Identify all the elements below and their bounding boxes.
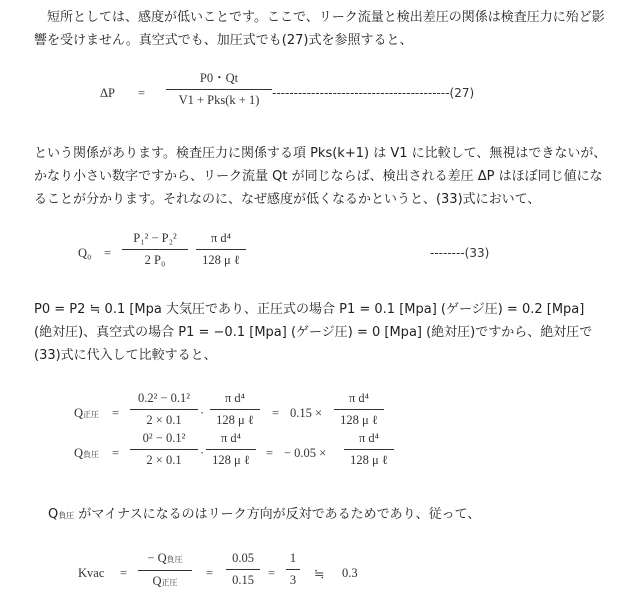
eqneg-lhs bbox=[74, 446, 99, 461]
kvac-numerator-3: 1 bbox=[289, 551, 297, 565]
eq27-reference: -----------------------------------------(27) bbox=[272, 86, 475, 100]
eq33-numerator-2: π d⁴ bbox=[210, 231, 232, 245]
kvac-denominator-3: 3 bbox=[289, 573, 297, 587]
fraction-bar bbox=[334, 409, 384, 410]
kvac-num-symbol: − Q bbox=[147, 551, 167, 565]
eqneg-denominator-1: 2 × 0.1 bbox=[146, 453, 182, 467]
eq33-denominator-2: 128 μ ℓ bbox=[202, 253, 240, 267]
kvac-numerator-1 bbox=[138, 550, 192, 568]
paragraph-intro bbox=[34, 6, 614, 52]
eqpos-coefficient: 0.15 × bbox=[290, 406, 323, 420]
eqpos-numerator-3: π d⁴ bbox=[348, 391, 370, 405]
text-q-subscript: 負圧 bbox=[58, 511, 75, 520]
eqpos-lhs-subscript: 正圧 bbox=[83, 410, 100, 419]
eq27-equals: = bbox=[138, 86, 146, 100]
fraction-bar bbox=[130, 409, 198, 410]
eqneg-numerator-3: π d⁴ bbox=[358, 431, 380, 445]
kvac-den-symbol: Q bbox=[152, 574, 162, 588]
eqpos-equals-2: = bbox=[272, 406, 280, 420]
fraction-bar bbox=[226, 569, 260, 570]
text-q-symbol: Q bbox=[48, 507, 59, 522]
kvac-fraction-q bbox=[138, 550, 192, 591]
kvac-den-subscript: 正圧 bbox=[161, 578, 178, 587]
eqneg-numerator-1: 0² − 0.1² bbox=[142, 431, 186, 445]
text-line: 短所としては、感度が低いことです。ここで、リーク流量と検出差圧の関係は検査圧力に殆ど影 bbox=[34, 10, 605, 25]
eq33-denominator-1: 2 P₀ bbox=[144, 253, 166, 267]
text-line: (絶対圧)、真空式の場合 P1 = −0.1 [Mpa] (ゲージ圧) = 0 [Mpa] (絶対圧)ですから、絶対圧で bbox=[34, 325, 593, 340]
eq33-lhs: Q₀ bbox=[78, 246, 92, 260]
eqpos-fraction-geometry bbox=[210, 390, 260, 429]
eqneg-coefficient: − 0.05 × bbox=[284, 446, 327, 460]
fraction-bar bbox=[122, 249, 188, 250]
eq27-denominator: V1 + Pks(k + 1) bbox=[178, 93, 260, 107]
eqneg-lhs-subscript: 負圧 bbox=[83, 450, 100, 459]
kvac-denominator-2: 0.15 bbox=[232, 573, 254, 587]
eq33-equals: = bbox=[104, 246, 112, 260]
fraction-bar bbox=[286, 569, 300, 570]
eqpos-denominator-1: 2 × 0.1 bbox=[146, 413, 182, 427]
fraction-bar bbox=[138, 570, 192, 571]
eqneg-denominator-3: 128 μ ℓ bbox=[350, 453, 388, 467]
text-line: ることが分かります。それなのに、なぜ感度が低くなるかというと、(33)式において、 bbox=[34, 192, 541, 207]
eq33-numerator-1: P₁² − P₂² bbox=[133, 231, 177, 245]
kvac-num-subscript: 負圧 bbox=[166, 555, 183, 564]
eqpos-dot: · bbox=[200, 406, 205, 420]
eqneg-lhs-symbol: Q bbox=[74, 446, 84, 460]
eqneg-fraction-geometry bbox=[206, 430, 256, 469]
eqpos-numerator-2: π d⁴ bbox=[224, 391, 246, 405]
fraction-bar bbox=[206, 449, 256, 450]
text-line: P0 = P2 ≒ 0.1 [Mpa 大気圧であり、正圧式の場合 P1 = 0.1 [Mpa] (ゲージ圧) = 0.2 [Mpa] bbox=[34, 302, 585, 317]
kvac-denominator-1 bbox=[138, 573, 192, 591]
fraction-bar bbox=[196, 249, 246, 250]
text-line: (33)式に代入して比較すると、 bbox=[34, 348, 217, 363]
eqneg-dot: · bbox=[200, 446, 205, 460]
eqneg-denominator-2: 128 μ ℓ bbox=[212, 453, 250, 467]
eqneg-numerator-2: π d⁴ bbox=[220, 431, 242, 445]
kvac-approx: ≒ bbox=[314, 567, 325, 581]
eq27-numerator: P0・Qt bbox=[199, 71, 239, 85]
text-line: という関係があります。検査圧力に関係する項 Pks(k+1) は V1 に比較して、無視はできないが、 bbox=[34, 146, 607, 161]
eq33-fraction-geometry bbox=[196, 230, 246, 269]
kvac-equals-2: = bbox=[206, 566, 214, 580]
eq27-fraction bbox=[166, 70, 272, 109]
fraction-bar bbox=[344, 449, 394, 450]
text-line: がマイナスになるのはリーク方向が反対であるためであり、従って、 bbox=[74, 507, 481, 522]
eqpos-lhs bbox=[74, 406, 99, 421]
fraction-bar bbox=[210, 409, 260, 410]
eq33-fraction-pressure bbox=[122, 230, 188, 269]
eqpos-fraction-result bbox=[334, 390, 384, 429]
eqneg-equals: = bbox=[112, 446, 120, 460]
paragraph-conclusion bbox=[48, 503, 620, 527]
eqpos-numerator-1: 0.2² − 0.1² bbox=[137, 391, 191, 405]
eqneg-equals-2: = bbox=[266, 446, 274, 460]
eq27-lhs: ΔP bbox=[100, 86, 115, 100]
eqpos-fraction-pressure bbox=[130, 390, 198, 429]
kvac-equals-3: = bbox=[268, 566, 276, 580]
paragraph-substitution bbox=[34, 298, 614, 367]
kvac-fraction-third bbox=[286, 550, 300, 589]
text-line: 響を受けません。真空式でも、加圧式でも(27)式を参照すると、 bbox=[34, 33, 413, 48]
kvac-equals-1: = bbox=[120, 566, 128, 580]
text-line: かなり小さい数字ですから、リーク流量 Qt が同じならば、検出される差圧 ΔP はほぼ同じ値にな bbox=[34, 169, 603, 184]
eqpos-lhs-symbol: Q bbox=[74, 406, 84, 420]
kvac-result: 0.3 bbox=[342, 566, 358, 580]
kvac-lhs: Kvac bbox=[78, 566, 105, 580]
eqneg-fraction-result bbox=[344, 430, 394, 469]
eq33-reference: --------(33) bbox=[430, 246, 490, 260]
kvac-fraction-numeric bbox=[226, 550, 260, 589]
eqpos-equals: = bbox=[112, 406, 120, 420]
paragraph-relation bbox=[34, 142, 614, 211]
kvac-numerator-2: 0.05 bbox=[232, 551, 254, 565]
eqpos-denominator-2: 128 μ ℓ bbox=[216, 413, 254, 427]
eqpos-denominator-3: 128 μ ℓ bbox=[340, 413, 378, 427]
fraction-bar bbox=[166, 89, 272, 90]
eqneg-fraction-pressure bbox=[130, 430, 198, 469]
fraction-bar bbox=[130, 449, 198, 450]
